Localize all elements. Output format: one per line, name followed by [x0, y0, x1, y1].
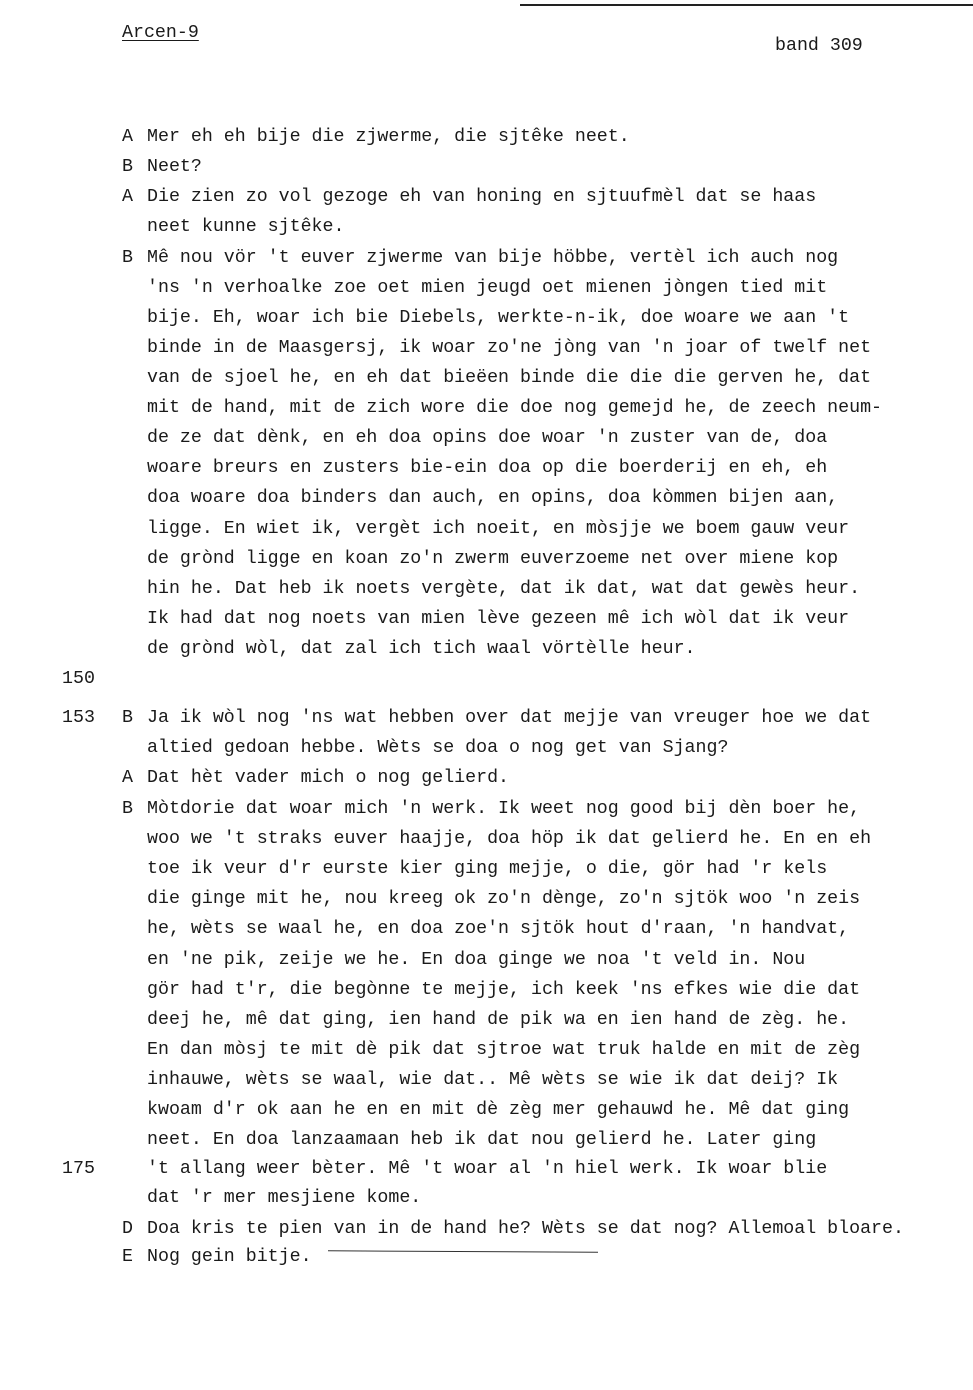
handwritten-line: [328, 1250, 598, 1252]
transcript-line: de ze dat dènk, en eh doa opins doe woar 'n zuster van de, doa: [147, 428, 828, 448]
line-number: 150: [62, 669, 95, 689]
transcript-line: en 'ne pik, zeije we he. En doa ginge we noa 't veld in. Nou: [147, 950, 806, 970]
transcript-line: van de sjoel he, en eh dat bieëen binde die die die gerven he, dat: [147, 368, 872, 388]
transcript-line: neet. En doa lanzaamaan heb ik dat nou gelierd he. Later ging: [147, 1130, 817, 1150]
transcript-line: 't allang weer bèter. Mê 't woar al 'n hiel werk. Ik woar blie: [147, 1159, 828, 1179]
transcript-line: deej he, mê dat ging, ien hand de pik wa en ien hand de zèg. he.: [147, 1010, 850, 1030]
line-number: 153: [62, 708, 95, 728]
transcript-line: inhauwe, wèts se waal, wie dat.. Mê wèts se wie ik dat deij? Ik: [147, 1070, 839, 1090]
transcript-line: doa woare doa binders dan auch, en opins, doa kòmmen bijen aan,: [147, 488, 839, 508]
speaker-label: B: [122, 248, 133, 268]
transcript-line: woare breurs en zusters bie-ein doa op die boerderij en eh, eh: [147, 458, 828, 478]
transcript-line: Mê nou vör 't euver zjwerme van bije höbbe, vertèl ich auch nog: [147, 248, 839, 268]
transcript-line: En dan mòsj te mit dè pik dat sjtroe wat truk halde en mit de zèg: [147, 1040, 861, 1060]
speaker-label: E: [122, 1247, 133, 1267]
transcript-line: de grònd ligge en koan zo'n zwerm euverzoeme net over miene kop: [147, 549, 839, 569]
speaker-label: D: [122, 1219, 133, 1239]
transcript-line: binde in de Maasgersj, ik woar zo'ne jòng van 'n joar of twelf net: [147, 338, 872, 358]
speaker-label: A: [122, 127, 133, 147]
speaker-label: A: [122, 187, 133, 207]
transcript-line: woo we 't straks euver haajje, doa höp ik dat gelierd he. En en eh: [147, 829, 872, 849]
speaker-label: B: [122, 157, 133, 177]
transcript-line: Ik had dat nog noets van mien lève gezeen mê ich wòl dat ik veur: [147, 609, 850, 629]
transcript-line: Die zien zo vol gezoge eh van honing en sjtuufmèl dat se haas: [147, 187, 817, 207]
transcript-line: toe ik veur d'r eurste kier ging mejje, o die, gör had 'r kels: [147, 859, 828, 879]
transcript-line: de grònd wòl, dat zal ich tich waal vörtèlle heur.: [147, 639, 696, 659]
transcript-line: Dat hèt vader mich o nog gelierd.: [147, 768, 510, 788]
transcript-line: Nog gein bitje.: [147, 1247, 312, 1267]
transcript-line: Neet?: [147, 157, 202, 177]
top-rule: [520, 4, 973, 6]
transcript-line: neet kunne sjtêke.: [147, 217, 345, 237]
speaker-label: B: [122, 708, 133, 728]
speaker-label: A: [122, 768, 133, 788]
transcript-line: ligge. En wiet ik, vergèt ich noeit, en mòsjje we boem gauw veur: [147, 519, 850, 539]
band-number: band 309: [775, 36, 863, 56]
transcript-line: gör had t'r, die begònne te mejje, ich keek 'ns efkes wie die dat: [147, 980, 861, 1000]
transcript-line: hin he. Dat heb ik noets vergète, dat ik dat, wat dat gewès heur.: [147, 579, 861, 599]
transcript-line: die ginge mit he, nou kreeg ok zo'n dènge, zo'n sjtök woo 'n zeis: [147, 889, 861, 909]
transcript-line: Ja ik wòl nog 'ns wat hebben over dat mejje van vreuger hoe we dat: [147, 708, 872, 728]
transcript-line: Mòtdorie dat woar mich 'n werk. Ik weet nog good bij dèn boer he,: [147, 799, 861, 819]
speaker-label: B: [122, 799, 133, 819]
transcript-line: altied gedoan hebbe. Wèts se doa o nog get van Sjang?: [147, 738, 729, 758]
transcript-line: 'ns 'n verhoalke zoe oet mien jeugd oet mienen jòngen tied mit: [147, 278, 828, 298]
transcript-line: dat 'r mer mesjiene kome.: [147, 1188, 422, 1208]
transcript-line: bije. Eh, woar ich bie Diebels, werkte-n-ik, doe woare we aan 't: [147, 308, 850, 328]
transcript-line: Mer eh eh bije die zjwerme, die sjtêke neet.: [147, 127, 630, 147]
transcript-line: Doa kris te pien van in de hand he? Wèts se dat nog? Allemoal bloare.: [147, 1219, 904, 1239]
line-number: 175: [62, 1159, 95, 1179]
transcript-line: he, wèts se waal he, en doa zoe'n sjtök hout d'raan, 'n handvat,: [147, 919, 850, 939]
transcript-line: kwoam d'r ok aan he en en mit dè zèg mer gehauwd he. Mê dat ging: [147, 1100, 850, 1120]
transcript-line: mit de hand, mit de zich wore die doe nog gemejd he, de zeech neum-: [147, 398, 883, 418]
document-title: Arcen-9: [122, 23, 199, 43]
